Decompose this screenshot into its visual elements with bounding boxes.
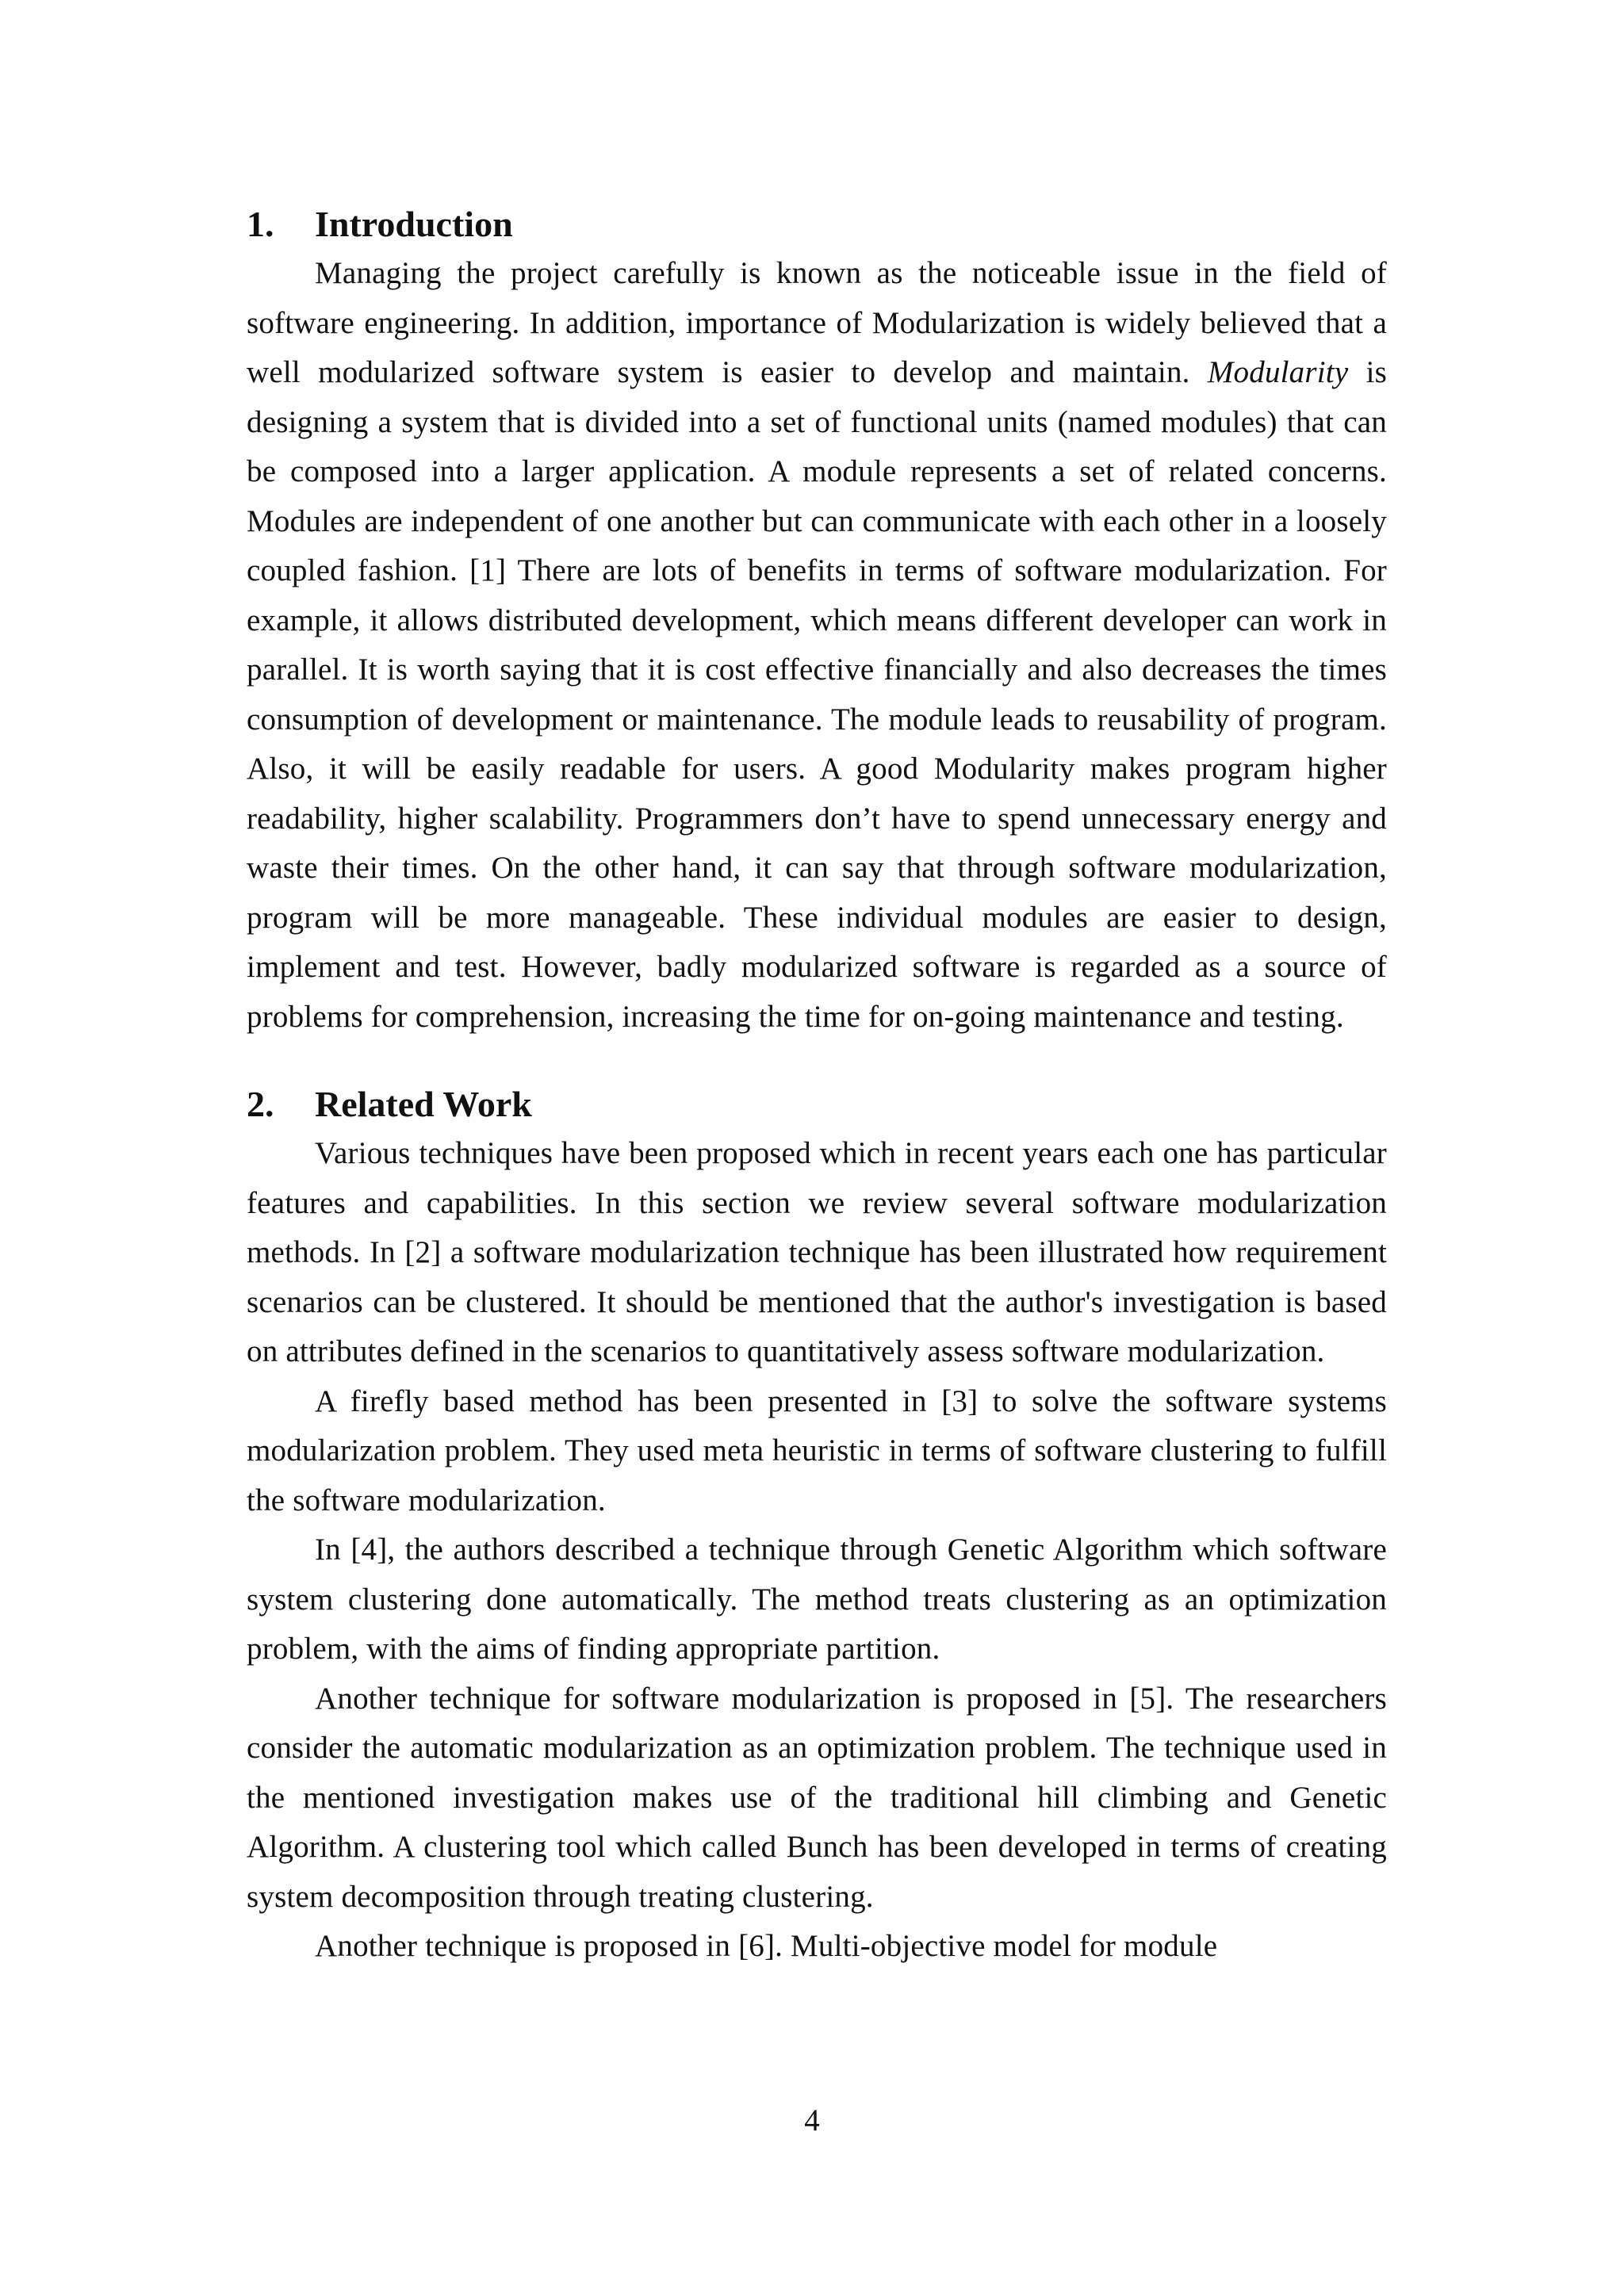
intro-paragraph	[247, 249, 1387, 1042]
section-heading-introduction	[247, 200, 1387, 249]
section-number: 2.	[247, 1084, 274, 1124]
page-number: 4	[804, 2103, 820, 2137]
intro-paragraph-lead: Managing the project carefully is known as the noticeable issue in the field of software engineering. In addition, importance of Modularization is widely believed that a well modularized software system is easier to develop and maintain.	[247, 256, 1387, 389]
related-paragraph: In [4], the authors described a technique through Genetic Algorithm which software system clustering done automatically. The method treats clustering as an optimization problem, with the aims of finding appropriate partition.	[247, 1533, 1387, 1666]
section-title: Related Work	[315, 1084, 532, 1124]
intro-paragraph-rest: is designing a system that is divided into a set of functional units (named modules) that can be composed into a larger application. A module represents a set of related concerns. Modules are independent of one another but can communicate with each other in a loosely coupled fashion. [1] There are lots of benefits in terms of software modularization. For example, it allows distributed development, which means different developer can work in parallel. It is worth saying that it is cost effective financially and also decreases the times consumption of development or maintenance. The module leads to reusability of program. Also, it will be easily readable for users. A good Modularity makes program higher readability, higher scalability. Programmers don’t have to spend unnecessary energy and waste their times. On the other hand, it can say that through software modularization, program will be more manageable. These individual modules are easier to design, implement and test. However, badly modularized software is regarded as a source of problems for comprehension, increasing the time for on-going maintenance and testing.	[247, 355, 1387, 1034]
related-paragraph: Another technique is proposed in [6]. Multi-objective model for module	[315, 1929, 1218, 1963]
page-body	[247, 200, 1387, 1972]
modularity-term: Modularity	[1207, 355, 1349, 389]
section-number: 1.	[247, 204, 274, 244]
related-paragraph: Another technique for software modularization is proposed in [5]. The researchers consider the automatic modularization as an optimization problem. The technique used in the mentioned investigation makes use of the traditional hill climbing and Genetic Algorithm. A clustering tool which called Bunch has been developed in terms of creating system decomposition through treating clustering.	[247, 1681, 1387, 1914]
related-paragraph: A firefly based method has been presented in [3] to solve the software systems modularization problem. They used meta heuristic in terms of software clustering to fulfill the software modularization.	[247, 1383, 1387, 1517]
section-heading-related-work	[247, 1080, 1387, 1129]
related-paragraph: Various techniques have been proposed which in recent years each one has particular features and capabilities. In this section we review several software modularization methods. In [2] a software modularization technique has been illustrated how requirement scenarios can be clustered. It should be mentioned that the author's investigation is based on attributes defined in the scenarios to quantitatively assess software modularization.	[247, 1136, 1387, 1368]
section-title: Introduction	[315, 204, 513, 244]
